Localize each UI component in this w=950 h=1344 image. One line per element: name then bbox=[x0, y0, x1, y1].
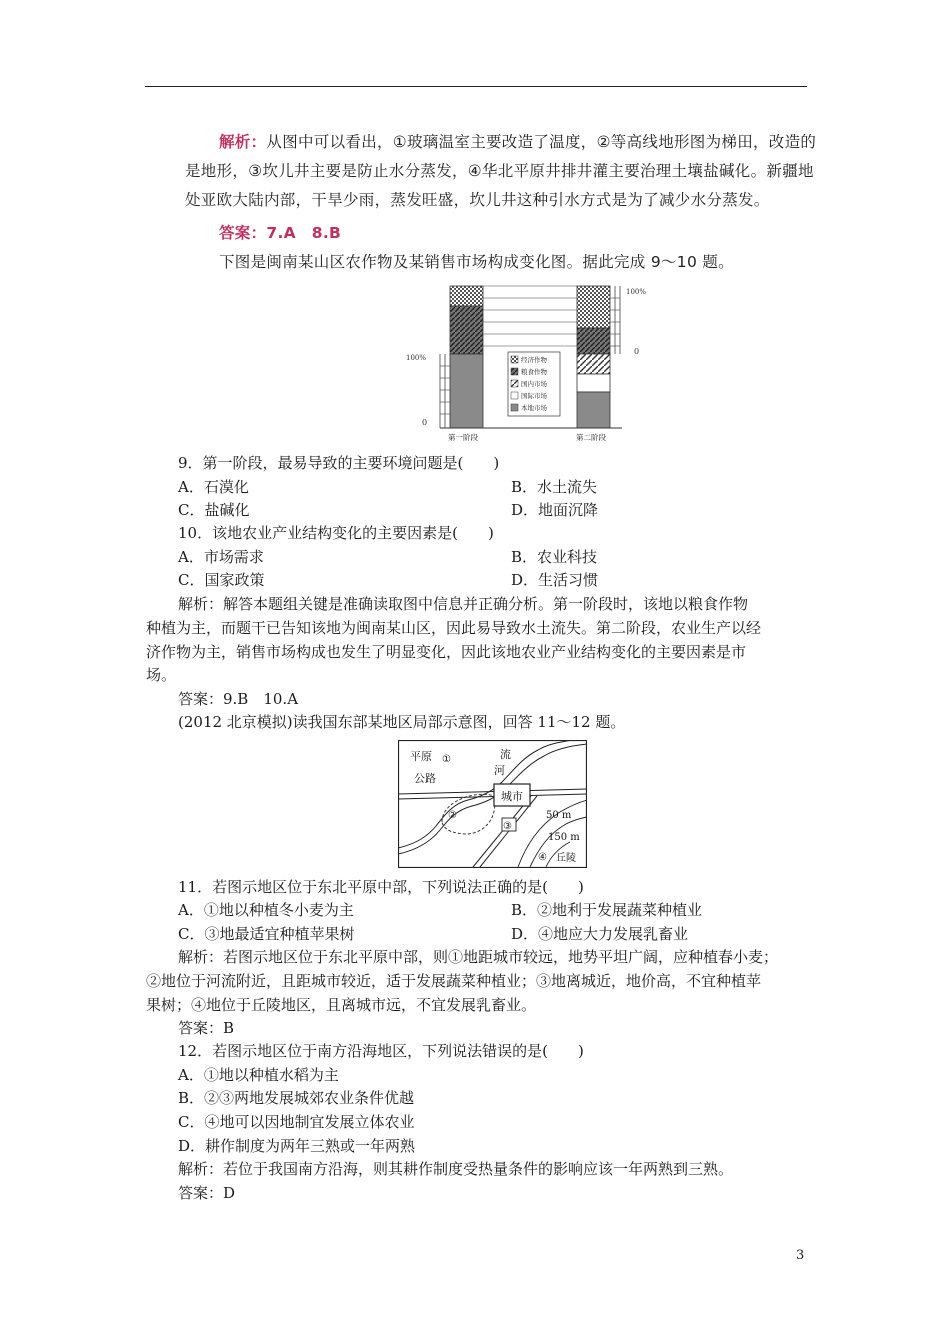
contour-50-label: 50 m bbox=[546, 810, 572, 821]
exp1-line-2: 种植为主，而题干已告知该地为闽南某山区，因此易导致水土流失。第二阶段，农业生产以经 bbox=[146, 619, 762, 637]
q10-stem: 10．该地农业产业结构变化的主要因素是( ) bbox=[178, 524, 494, 542]
q9-option-a: A．石漠化 bbox=[178, 478, 249, 496]
connector-lines bbox=[483, 286, 577, 346]
legend-economic: 经济作物 bbox=[521, 356, 547, 364]
left-top-label: 100% bbox=[406, 354, 427, 362]
exp2-line-2: ②地位于河流附近，且距城市较近，适于发展蔬菜种植业；③地离城近，地价高，不宜种植苹 bbox=[146, 972, 762, 990]
q9-option-d: D．地面沉降 bbox=[511, 501, 599, 519]
q10-option-b: B．农业科技 bbox=[511, 548, 598, 566]
left-bottom-label: 0 bbox=[422, 418, 428, 427]
q12-option-c: C．④地可以因地制宜发展立体农业 bbox=[178, 1113, 415, 1131]
q11-option-a: A．①地以种植冬小麦为主 bbox=[178, 901, 354, 919]
exp1-line-3: 济作物为主，销售市场构成也发生了明显变化，因此该地农业产业结构变化的主要因素是市 bbox=[146, 643, 747, 661]
q11-option-b: B．②地利于发展蔬菜种植业 bbox=[511, 901, 703, 919]
answer-values: 7.A 8.B bbox=[266, 224, 342, 242]
stage1-grain-segment bbox=[450, 306, 483, 354]
q10-option-d: D．生活习惯 bbox=[511, 571, 599, 589]
marker-3: ③ bbox=[503, 821, 512, 832]
answer-label: 答案： bbox=[219, 224, 267, 242]
exp3-answer: 答案：D bbox=[178, 1184, 236, 1202]
stage1-label: 第一阶段 bbox=[448, 433, 478, 442]
stage1-economic-segment bbox=[450, 286, 483, 306]
legend-domestic: 国内市场 bbox=[521, 380, 547, 388]
marker-1: ① bbox=[442, 754, 451, 765]
hill-label: 丘陵 bbox=[556, 853, 576, 864]
road-label: 公路 bbox=[414, 772, 436, 785]
q12-option-d: D．耕作制度为两年三熟或一年两熟 bbox=[178, 1137, 416, 1155]
stage2-international-segment bbox=[577, 374, 610, 392]
stage2-domestic-segment bbox=[577, 354, 610, 374]
q11-option-d: D．④地应大力发展乳畜业 bbox=[511, 925, 689, 943]
river-label-1: 流 bbox=[500, 748, 511, 761]
marker-2: ② bbox=[448, 810, 457, 821]
exp1-line-4: 场。 bbox=[146, 666, 177, 684]
legend-international: 国际市场 bbox=[521, 392, 547, 400]
river-label-2: 河 bbox=[494, 764, 505, 777]
page-number: 3 bbox=[796, 1248, 805, 1263]
question-intro-11-12: (2012 北京模拟)读我国东部某地区局部示意图，回答 11～12 题。 bbox=[178, 713, 626, 731]
legend-grain: 粮食作物 bbox=[521, 368, 547, 376]
city-label: 城市 bbox=[501, 790, 523, 803]
right-bottom-label: 0 bbox=[634, 347, 640, 356]
legend-local: 本地市场 bbox=[521, 404, 547, 412]
right-top-label: 100% bbox=[626, 288, 647, 296]
marker-4: ④ bbox=[538, 852, 547, 863]
stage2-local-segment bbox=[577, 392, 610, 428]
analysis-line-3: 处亚欧大陆内部，干旱少雨，蒸发旺盛，坎儿井这种引水方式是为了减少水分蒸发。 bbox=[185, 191, 770, 209]
stage1-local-market-segment bbox=[450, 354, 483, 428]
q9-stem: 9．第一阶段，最易导致的主要环境问题是( ) bbox=[178, 454, 500, 472]
q12-stem: 12．若图示地区位于南方沿海地区，下列说法错误的是( ) bbox=[178, 1042, 584, 1060]
stage2-economic-segment bbox=[577, 286, 610, 328]
q10-option-c: C．国家政策 bbox=[178, 571, 265, 589]
q9-option-b: B．水土流失 bbox=[511, 478, 598, 496]
analysis-line-2: 是地形，③坎儿井主要是防止水分蒸发，④华北平原井排井灌主要治理土壤盐碱化。新疆地 bbox=[185, 162, 814, 180]
q10-option-a: A．市场需求 bbox=[178, 548, 264, 566]
exp1-answer: 答案：9.B 10.A bbox=[178, 690, 299, 708]
q12-option-b: B．②③两地发展城郊农业条件优越 bbox=[178, 1089, 415, 1107]
exp2-line-3: 果树；④地位于丘陵地区，且离城市远，不宜发展乳畜业。 bbox=[146, 996, 537, 1014]
exp3-line-1: 解析：若位于我国南方沿海，则其耕作制度受热量条件的影响应该一年两熟到三熟。 bbox=[178, 1160, 734, 1178]
question-intro-9-10: 下图是闽南某山区农作物及某销售市场构成变化图。据此完成 9～10 题。 bbox=[219, 253, 734, 271]
chart-legend bbox=[508, 352, 560, 416]
stage2-grain-segment bbox=[577, 328, 610, 354]
q11-option-c: C．③地最适宜种植苹果树 bbox=[178, 925, 355, 943]
answer-line-7-8 bbox=[219, 222, 341, 244]
header-rule bbox=[145, 86, 807, 87]
exp1-line-1: 解析：解答本题组关键是准确读取图中信息并正确分析。第一阶段时，该地以粮食作物 bbox=[178, 595, 749, 613]
exp2-answer: 答案：B bbox=[178, 1019, 235, 1037]
analysis-line-1-text: 从图中可以看出，①玻璃温室主要改造了温度，②等高线地形图为梯田，改造的 bbox=[266, 133, 817, 151]
q9-option-c: C．盐碱化 bbox=[178, 501, 250, 519]
region-map bbox=[398, 740, 587, 868]
q12-option-a: A．①地以种植水稻为主 bbox=[178, 1066, 339, 1084]
stage2-label: 第二阶段 bbox=[576, 433, 606, 442]
q11-stem: 11．若图示地区位于东北平原中部，下列说法正确的是( ) bbox=[178, 878, 584, 896]
analysis-line-1 bbox=[219, 131, 816, 153]
left-axis bbox=[440, 354, 450, 428]
right-axis bbox=[610, 286, 620, 354]
crop-market-chart bbox=[400, 282, 662, 446]
plain-label: 平原 bbox=[410, 750, 432, 763]
exp2-line-1: 解析：若图示地区位于东北平原中部，则①地距城市较远，地势平坦广阔，应种植春小麦； bbox=[178, 948, 779, 966]
analysis-label: 解析： bbox=[219, 133, 267, 151]
contour-150-label: 150 m bbox=[548, 832, 580, 843]
